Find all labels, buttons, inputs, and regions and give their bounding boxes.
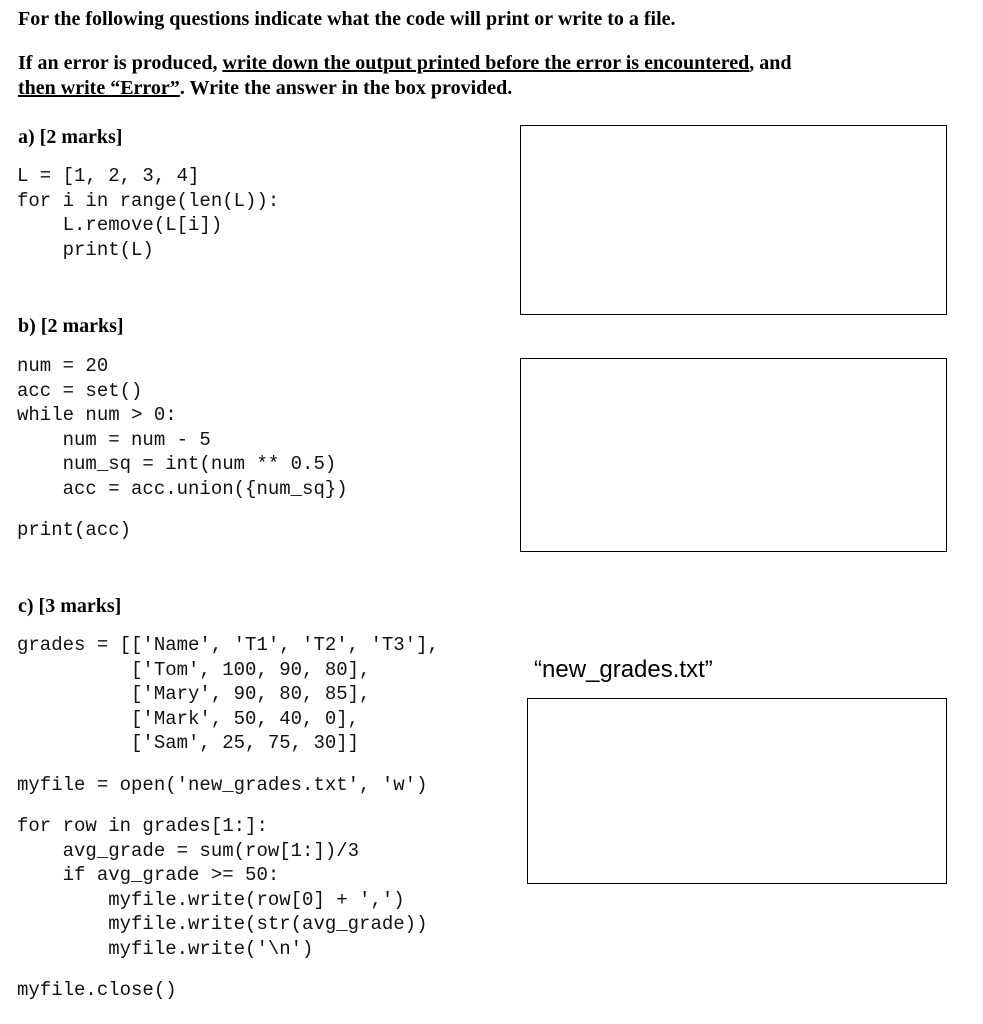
code-line: ['Tom', 100, 90, 80], <box>17 658 371 681</box>
code-line: ['Sam', 25, 75, 30]] <box>17 732 360 754</box>
answer-box-b[interactable] <box>520 358 947 552</box>
question-c-label: c) [3 marks] <box>18 595 122 617</box>
instruction-text: , and <box>749 52 792 74</box>
code-line: while num > 0: <box>17 404 177 426</box>
answer-box-a[interactable] <box>520 125 947 315</box>
code-line: print(L) <box>17 238 154 261</box>
code-line: num_sq = int(num ** 0.5) <box>17 453 337 475</box>
code-line: ['Mark', 50, 40, 0], <box>17 707 360 730</box>
answer-box-c[interactable] <box>527 698 947 884</box>
code-line: for i in range(len(L)): <box>17 189 280 212</box>
instruction-underlined: then write “Error” <box>18 77 180 99</box>
instruction-text: If an error is produced, <box>18 52 223 74</box>
code-line: myfile.write(str(avg_grade)) <box>17 913 428 935</box>
code-line: for row in grades[1:]: <box>17 815 268 837</box>
code-line: L = [1, 2, 3, 4] <box>17 165 200 187</box>
code-line: print(acc) <box>17 519 132 541</box>
code-line: myfile.close() <box>17 979 177 1001</box>
code-line: avg_grade = sum(row[1:])/3 <box>17 839 360 862</box>
code-line: myfile = open('new_grades.txt', 'w') <box>17 774 428 796</box>
code-line: grades = [['Name', 'T1', 'T2', 'T3'], <box>17 634 439 656</box>
instruction-line-2 <box>18 51 918 101</box>
code-line: myfile.write('\n') <box>17 937 314 960</box>
question-b-code <box>17 354 348 501</box>
code-line: ['Mary', 90, 80, 85], <box>17 683 371 705</box>
code-line: myfile.write(row[0] + ',') <box>17 888 405 911</box>
instruction-underlined: write down the output printed before the error is encountered <box>222 52 750 74</box>
question-b-label: b) [2 marks] <box>18 315 124 337</box>
question-c-grades-code <box>17 633 439 756</box>
question-a-label: a) [2 marks] <box>18 126 123 148</box>
instruction-text: . Write the answer in the box provided. <box>179 77 513 99</box>
code-line: num = num - 5 <box>17 428 211 451</box>
code-line: acc = acc.union({num_sq}) <box>17 477 348 500</box>
code-line: L.remove(L[i]) <box>17 214 223 236</box>
code-line: acc = set() <box>17 379 143 402</box>
file-name-label: “new_grades.txt” <box>534 656 713 683</box>
code-line: if avg_grade >= 50: <box>17 864 280 886</box>
instruction-line-1: For the following questions indicate what the code will print or write to a file. <box>18 8 676 30</box>
question-a-code <box>17 164 279 262</box>
question-c-loop-code <box>17 814 427 961</box>
code-line: num = 20 <box>17 355 109 377</box>
